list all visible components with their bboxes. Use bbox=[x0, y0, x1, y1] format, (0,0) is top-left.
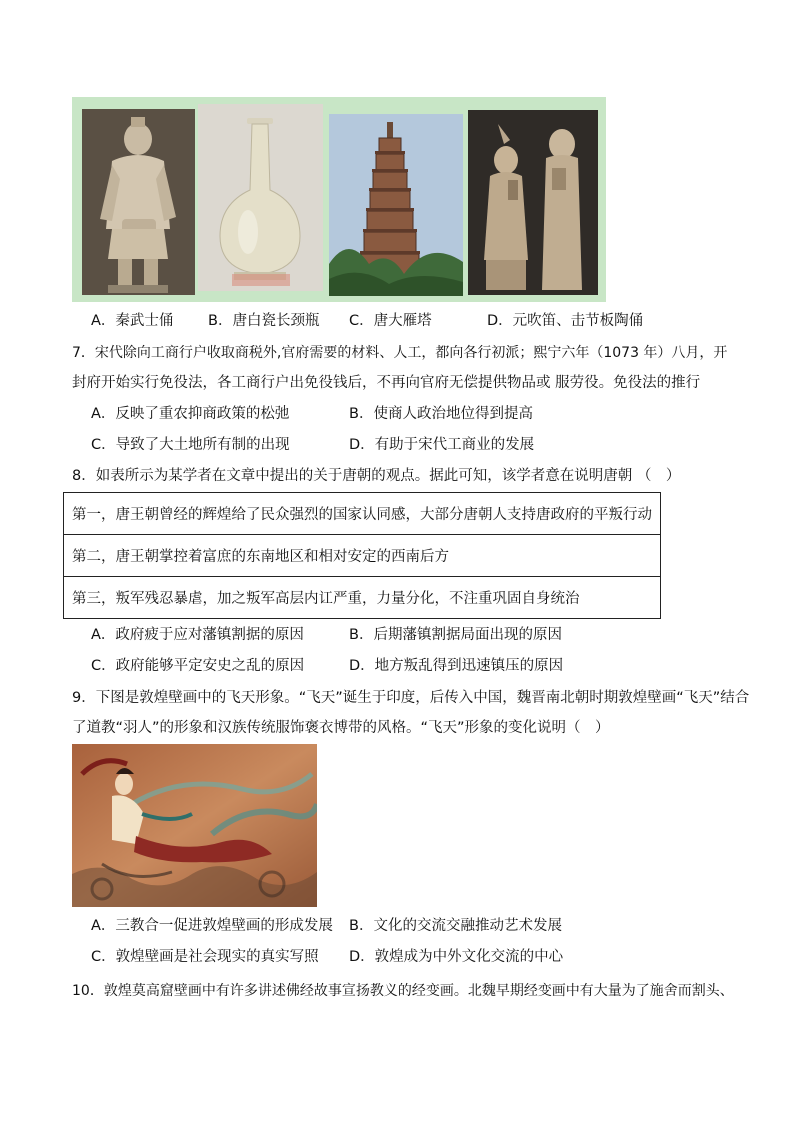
table-row bbox=[64, 493, 661, 535]
flute-players-figurines-image bbox=[468, 110, 598, 295]
q9-option-d: D．敦煌成为中外文化交流的中心 bbox=[349, 949, 564, 965]
q8-option-c: C．政府能够平定安史之乱的原因 bbox=[91, 658, 305, 674]
q8-option-b: B．后期藩镇割据局面出现的原因 bbox=[349, 627, 562, 643]
table-cell: 第二，唐王朝掌控着富庶的东南地区和相对安定的西南后方 bbox=[64, 535, 661, 577]
q7-option-b: B．使商人政治地位得到提高 bbox=[349, 406, 533, 422]
q7-option-d: D．有助于宋代工商业的发展 bbox=[349, 437, 535, 453]
q9-stem-line-2: 了道教“羽人”的形象和汉族传统服饰褒衣博带的风格。“飞天”形象的变化说明（ ） bbox=[72, 720, 610, 736]
q10-stem-line-1: 10．敦煌莫高窟壁画中有许多讲述佛经故事宣扬教义的经变画。北魏早期经变画中有大量为了施舍而割头、 bbox=[72, 983, 734, 999]
table-cell: 第三，叛军残忍暴虐，加之叛军高层内讧严重，力量分化，不注重巩固自身统治 bbox=[64, 577, 661, 619]
q8-option-a: A．政府疲于应对藩镇割据的原因 bbox=[91, 627, 304, 643]
q6-option-b: B．唐白瓷长颈瓶 bbox=[208, 313, 320, 329]
q7-stem-line-2: 封府开始实行免役法，各工商行户出免役钱后，不再向官府无偿提供物品或 服劳役。免役法的推行 bbox=[72, 375, 701, 391]
q8-option-d: D．地方叛乱得到迅速镇压的原因 bbox=[349, 658, 564, 674]
q6-image-strip bbox=[72, 97, 606, 302]
q7-stem-line-1: 7．宋代除向工商行户收取商税外,官府需要的材料、人工，都向各行初派；熙宁六年（1073 年）八月，开 bbox=[72, 345, 728, 361]
q7-option-c: C．导致了大土地所有制的出现 bbox=[91, 437, 290, 453]
q6-option-a: A．秦武士俑 bbox=[91, 313, 174, 329]
table-cell: 第一，唐王朝曾经的辉煌给了民众强烈的国家认同感，大部分唐朝人支持唐政府的平叛行动 bbox=[64, 493, 661, 535]
q9-option-b: B．文化的交流交融推动艺术发展 bbox=[349, 918, 562, 934]
flying-apsaras-mural-image bbox=[72, 744, 317, 907]
table-row bbox=[64, 535, 661, 577]
q9-option-a: A．三教合一促进敦煌壁画的形成发展 bbox=[91, 918, 333, 934]
q8-stem: 8．如表所示为某学者在文章中提出的关于唐朝的观点。据此可知，该学者意在说明唐朝 （ ） bbox=[72, 468, 681, 484]
big-wild-goose-pagoda-image bbox=[329, 114, 463, 296]
q6-option-d: D．元吹笛、击节板陶俑 bbox=[487, 313, 644, 329]
q9-stem-line-1: 9．下图是敦煌壁画中的飞天形象。“飞天”诞生于印度，后传入中国，魏晋南北朝时期敦煌壁画“飞天”结合 bbox=[72, 690, 750, 706]
terracotta-warrior-image bbox=[82, 109, 195, 295]
q9-option-c: C．敦煌壁画是社会现实的真实写照 bbox=[91, 949, 319, 965]
q6-option-c: C．唐大雁塔 bbox=[349, 313, 432, 329]
q8-viewpoint-table bbox=[63, 492, 661, 619]
white-porcelain-vase-image bbox=[198, 104, 323, 291]
table-row bbox=[64, 577, 661, 619]
q7-option-a: A．反映了重农抑商政策的松弛 bbox=[91, 406, 290, 422]
